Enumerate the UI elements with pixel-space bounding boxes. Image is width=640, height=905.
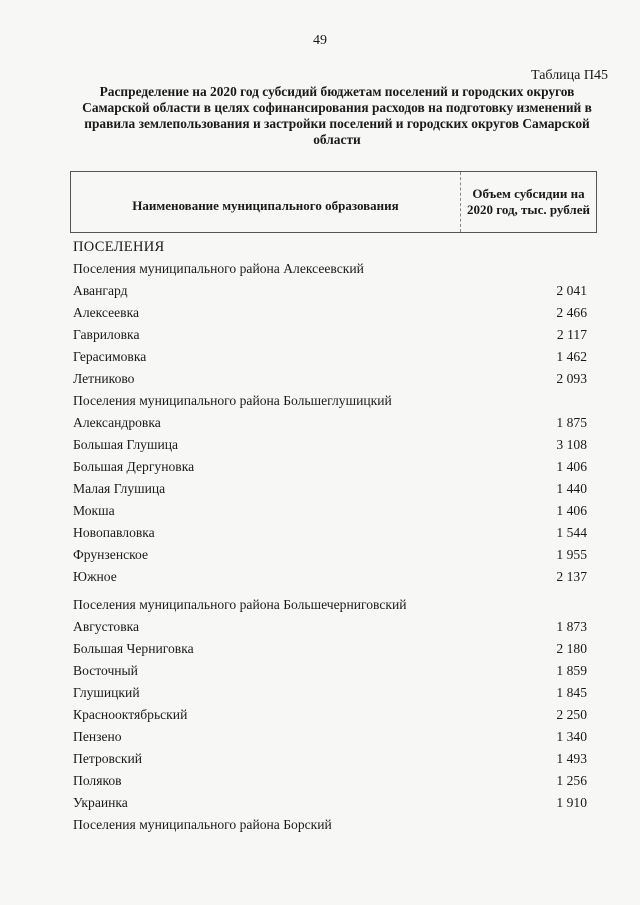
table-row xyxy=(73,368,593,390)
section-title: ПОСЕЛЕНИЯ xyxy=(73,239,165,255)
subsidy-value: 1 875 xyxy=(556,415,587,430)
subsidy-value: 2 250 xyxy=(556,707,587,722)
table-row xyxy=(73,660,593,682)
subsidy-value: 1 910 xyxy=(556,795,587,810)
name-column-header: Наименование муниципального образования xyxy=(71,172,461,232)
settlement-name: Большая Глушица xyxy=(73,437,179,452)
table-row xyxy=(73,770,593,792)
subsidy-value: 1 873 xyxy=(556,619,587,634)
settlement-name: Восточный xyxy=(73,663,138,678)
table-row xyxy=(73,638,593,660)
table-row xyxy=(73,616,593,638)
subsidy-value: 1 859 xyxy=(556,663,587,678)
table-row xyxy=(73,704,593,726)
document-title: Распределение на 2020 год субсидий бюджетам поселений и городских округов Самарской области в целях софинансирования расходов на подготовку изменений в правила землепользования и застройки поселений и городских округов Самарской области xyxy=(82,84,592,147)
table-row xyxy=(73,792,593,814)
subsidy-value: 1 544 xyxy=(556,525,587,540)
table-row xyxy=(73,566,593,588)
table-row xyxy=(73,682,593,704)
settlement-name: Большая Дергуновка xyxy=(73,459,195,474)
table-row xyxy=(73,412,593,434)
table-label: Таблица П45 xyxy=(531,68,608,83)
table-row xyxy=(73,280,593,302)
settlement-name: Глушицкий xyxy=(73,685,140,700)
settlement-name: Августовка xyxy=(73,619,140,634)
subsidy-value: 1 440 xyxy=(556,481,587,496)
district-heading: Поселения муниципального района Борский xyxy=(73,817,332,832)
settlement-name: Герасимовка xyxy=(73,349,147,364)
settlement-name: Малая Глушица xyxy=(73,481,166,496)
settlement-name: Украинка xyxy=(73,795,128,810)
settlement-name: Гавриловка xyxy=(73,327,140,342)
table-row xyxy=(73,434,593,456)
table-row xyxy=(73,500,593,522)
subsidy-value: 1 406 xyxy=(556,459,587,474)
table-row xyxy=(73,478,593,500)
table-row xyxy=(73,346,593,368)
table-row xyxy=(73,302,593,324)
settlement-name: Летниково xyxy=(73,371,135,386)
subsidy-value: 1 462 xyxy=(556,349,587,364)
settlement-name: Алексеевка xyxy=(73,305,140,320)
subsidy-value: 3 108 xyxy=(556,437,587,452)
table-row xyxy=(73,522,593,544)
settlement-name: Пензено xyxy=(73,729,122,744)
subsidy-value: 1 340 xyxy=(556,729,587,744)
value-column-header: Объем субсидии на 2020 год, тыс. рублей xyxy=(467,186,590,217)
subsidy-value: 2 041 xyxy=(556,283,587,298)
table-row xyxy=(73,456,593,478)
district-heading: Поселения муниципального района Большеглушицкий xyxy=(73,393,392,408)
subsidy-value: 1 845 xyxy=(556,685,587,700)
subsidy-value: 1 955 xyxy=(556,547,587,562)
subsidy-value: 2 093 xyxy=(556,371,587,386)
district-heading: Поселения муниципального района Алексеевский xyxy=(73,261,364,276)
table-header xyxy=(70,171,597,233)
settlement-name: Александровка xyxy=(73,415,161,430)
table-body xyxy=(73,236,593,836)
settlement-name: Краснооктябрьский xyxy=(73,707,188,722)
settlement-name: Новопавловка xyxy=(73,525,155,540)
subsidy-value: 2 180 xyxy=(556,641,587,656)
settlement-name: Большая Черниговка xyxy=(73,641,194,656)
table-row xyxy=(73,324,593,346)
page-number: 49 xyxy=(313,33,327,48)
settlement-name: Южное xyxy=(73,569,117,584)
subsidy-value: 2 466 xyxy=(556,305,587,320)
subsidy-value: 1 493 xyxy=(556,751,587,766)
table-row xyxy=(73,726,593,748)
settlement-name: Петровский xyxy=(73,751,143,766)
subsidy-value: 2 137 xyxy=(556,569,587,584)
settlement-name: Мокша xyxy=(73,503,115,518)
table-row xyxy=(73,748,593,770)
table-row xyxy=(73,544,593,566)
subsidy-value: 2 117 xyxy=(556,327,587,342)
settlement-name: Фрунзенское xyxy=(73,547,149,562)
settlement-name: Поляков xyxy=(73,773,122,788)
settlement-name: Авангард xyxy=(73,283,128,298)
subsidy-value: 1 256 xyxy=(556,773,587,788)
subsidy-value: 1 406 xyxy=(556,503,587,518)
district-heading: Поселения муниципального района Большечерниговский xyxy=(73,597,407,612)
